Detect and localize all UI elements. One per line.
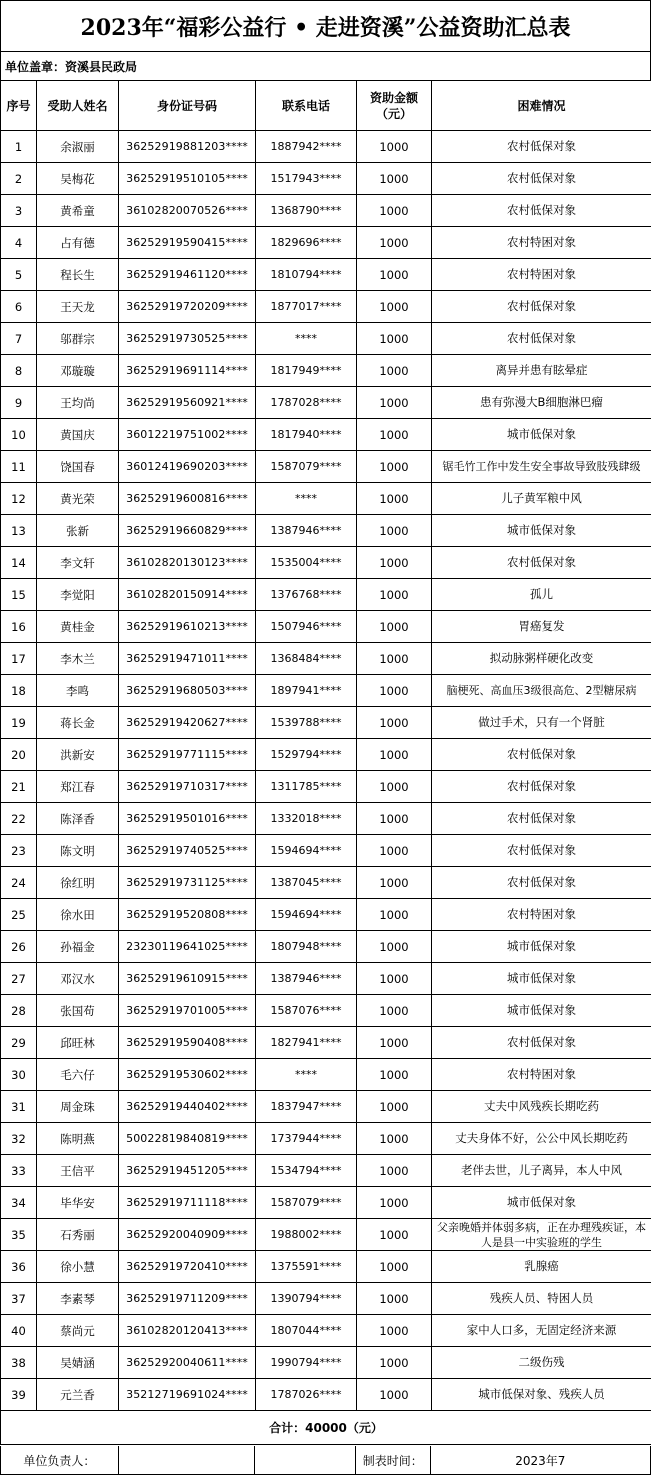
cell-amount: 1000 xyxy=(357,451,432,483)
cell-amount: 1000 xyxy=(357,227,432,259)
cell-name: 吴梅花 xyxy=(37,163,119,195)
cell-phone: 1368790**** xyxy=(256,195,357,227)
table-row xyxy=(1,1251,651,1283)
cell-seq: 3 xyxy=(1,195,37,227)
cell-phone: 1837947**** xyxy=(256,1091,357,1123)
cell-name: 徐水田 xyxy=(37,899,119,931)
cell-difficulty: 城市低保对象 xyxy=(432,419,651,451)
header-amount: 资助金额（元） xyxy=(357,81,432,131)
cell-name: 王均尚 xyxy=(37,387,119,419)
cell-name: 李木兰 xyxy=(37,643,119,675)
cell-id: 36252919590415**** xyxy=(119,227,256,259)
cell-phone: 1594694**** xyxy=(256,835,357,867)
cell-difficulty: 农村低保对象 xyxy=(432,867,651,899)
header-difficulty: 困难情况 xyxy=(432,81,651,131)
table-row xyxy=(1,1219,651,1251)
cell-name: 郑江春 xyxy=(37,771,119,803)
cell-seq: 7 xyxy=(1,323,37,355)
cell-difficulty: 农村低保对象 xyxy=(432,771,651,803)
cell-phone: 1807948**** xyxy=(256,931,357,963)
cell-difficulty: 农村特困对象 xyxy=(432,259,651,291)
cell-seq: 4 xyxy=(1,227,37,259)
cell-name: 毕华安 xyxy=(37,1187,119,1219)
cell-phone: 1594694**** xyxy=(256,899,357,931)
cell-difficulty: 城市低保对象 xyxy=(432,995,651,1027)
table-row xyxy=(1,1283,651,1315)
cell-amount: 1000 xyxy=(357,515,432,547)
cell-name: 张国苟 xyxy=(37,995,119,1027)
cell-amount: 1000 xyxy=(357,1155,432,1187)
cell-id: 36252919610915**** xyxy=(119,963,256,995)
cell-phone: 1737944**** xyxy=(256,1123,357,1155)
cell-difficulty: 残疾人员、特困人员 xyxy=(432,1283,651,1315)
cell-name: 石秀丽 xyxy=(37,1219,119,1251)
cell-amount: 1000 xyxy=(357,547,432,579)
cell-id: 36252919660829**** xyxy=(119,515,256,547)
cell-phone: 1988002**** xyxy=(256,1219,357,1251)
cell-phone: 1990794**** xyxy=(256,1347,357,1379)
header-name: 受助人姓名 xyxy=(37,81,119,131)
cell-phone: 1787026**** xyxy=(256,1379,357,1411)
cell-id: 36252919451205**** xyxy=(119,1155,256,1187)
cell-phone: **** xyxy=(256,323,357,355)
cell-difficulty: 城市低保对象 xyxy=(432,931,651,963)
cell-id: 36252919440402**** xyxy=(119,1091,256,1123)
cell-phone: 1810794**** xyxy=(256,259,357,291)
cell-phone: 1387946**** xyxy=(256,963,357,995)
table-row xyxy=(1,1379,651,1411)
cell-phone: 1535004**** xyxy=(256,547,357,579)
cell-phone: 1332018**** xyxy=(256,803,357,835)
cell-id: 36252919701005**** xyxy=(119,995,256,1027)
cell-id: 23230119641025**** xyxy=(119,931,256,963)
cell-name: 王天龙 xyxy=(37,291,119,323)
cell-difficulty: 农村低保对象 xyxy=(432,323,651,355)
cell-id: 36252919710317**** xyxy=(119,771,256,803)
cell-amount: 1000 xyxy=(357,963,432,995)
cell-amount: 1000 xyxy=(357,803,432,835)
cell-phone: 1829696**** xyxy=(256,227,357,259)
table-row xyxy=(1,835,651,867)
cell-amount: 1000 xyxy=(357,131,432,163)
cell-name: 李素琴 xyxy=(37,1283,119,1315)
cell-difficulty: 城市低保对象、残疾人员 xyxy=(432,1379,651,1411)
cell-difficulty: 离异并患有眩晕症 xyxy=(432,355,651,387)
cell-name: 邱旺林 xyxy=(37,1027,119,1059)
table-row xyxy=(1,227,651,259)
cell-id: 36102820150914**** xyxy=(119,579,256,611)
cell-seq: 9 xyxy=(1,387,37,419)
cell-name: 李鸣 xyxy=(37,675,119,707)
cell-amount: 1000 xyxy=(357,1123,432,1155)
table-row xyxy=(1,387,651,419)
table-row xyxy=(1,547,651,579)
cell-phone: 1376768**** xyxy=(256,579,357,611)
cell-amount: 1000 xyxy=(357,771,432,803)
table-row xyxy=(1,323,651,355)
cell-name: 黄桂金 xyxy=(37,611,119,643)
cell-seq: 36 xyxy=(1,1251,37,1283)
responsible-value xyxy=(119,1446,256,1474)
cell-difficulty: 农村低保对象 xyxy=(432,835,651,867)
cell-seq: 39 xyxy=(1,1379,37,1411)
cell-seq: 31 xyxy=(1,1091,37,1123)
cell-name: 周金珠 xyxy=(37,1091,119,1123)
table-row xyxy=(1,1091,651,1123)
cell-phone: 1877017**** xyxy=(256,291,357,323)
cell-phone: 1587076**** xyxy=(256,995,357,1027)
table-row xyxy=(1,899,651,931)
table-row xyxy=(1,611,651,643)
cell-id: 36102820120413**** xyxy=(119,1315,256,1347)
cell-seq: 37 xyxy=(1,1283,37,1315)
cell-seq: 28 xyxy=(1,995,37,1027)
cell-id: 36252919560921**** xyxy=(119,387,256,419)
cell-id: 36252919501016**** xyxy=(119,803,256,835)
cell-name: 邓汉水 xyxy=(37,963,119,995)
table-row xyxy=(1,195,651,227)
table-row xyxy=(1,579,651,611)
cell-difficulty: 患有弥漫大B细胞淋巴瘤 xyxy=(432,387,651,419)
cell-seq: 26 xyxy=(1,931,37,963)
table-row xyxy=(1,1123,651,1155)
total-row xyxy=(1,1411,651,1445)
table-row xyxy=(1,451,651,483)
cell-seq: 34 xyxy=(1,1187,37,1219)
cell-seq: 10 xyxy=(1,419,37,451)
cell-amount: 1000 xyxy=(357,1283,432,1315)
cell-difficulty: 乳腺癌 xyxy=(432,1251,651,1283)
cell-difficulty: 农村特困对象 xyxy=(432,1059,651,1091)
cell-seq: 13 xyxy=(1,515,37,547)
cell-seq: 11 xyxy=(1,451,37,483)
cell-amount: 1000 xyxy=(357,259,432,291)
cell-amount: 1000 xyxy=(357,995,432,1027)
table-row xyxy=(1,931,651,963)
cell-name: 徐红明 xyxy=(37,867,119,899)
cell-amount: 1000 xyxy=(357,1315,432,1347)
cell-phone: 1368484**** xyxy=(256,643,357,675)
table-row xyxy=(1,771,651,803)
table-row xyxy=(1,1315,651,1347)
cell-amount: 1000 xyxy=(357,1379,432,1411)
cell-phone: 1817940**** xyxy=(256,419,357,451)
table-row xyxy=(1,1187,651,1219)
cell-difficulty: 孤儿 xyxy=(432,579,651,611)
table-row xyxy=(1,259,651,291)
cell-name: 王信平 xyxy=(37,1155,119,1187)
cell-amount: 1000 xyxy=(357,291,432,323)
total-amount: 合计：40000（元） xyxy=(1,1411,651,1445)
cell-difficulty: 父亲晚婚并体弱多病，正在办理残疾证，本人是县一中实验班的学生 xyxy=(432,1219,651,1251)
table-row xyxy=(1,1027,651,1059)
cell-phone: 1827941**** xyxy=(256,1027,357,1059)
cell-id: 36252919720209**** xyxy=(119,291,256,323)
table-row xyxy=(1,803,651,835)
cell-seq: 14 xyxy=(1,547,37,579)
cell-difficulty: 儿子黄军粮中风 xyxy=(432,483,651,515)
cell-id: 35212719691024**** xyxy=(119,1379,256,1411)
cell-id: 36252920040909**** xyxy=(119,1219,256,1251)
cell-id: 36252919720410**** xyxy=(119,1251,256,1283)
cell-id: 36102820130123**** xyxy=(119,547,256,579)
cell-name: 饶国春 xyxy=(37,451,119,483)
cell-id: 36252919420627**** xyxy=(119,707,256,739)
cell-name: 程长生 xyxy=(37,259,119,291)
cell-amount: 1000 xyxy=(357,1059,432,1091)
cell-id: 36102820070526**** xyxy=(119,195,256,227)
cell-name: 占有德 xyxy=(37,227,119,259)
cell-difficulty: 农村低保对象 xyxy=(432,291,651,323)
cell-id: 36252919711118**** xyxy=(119,1187,256,1219)
cell-name: 元兰香 xyxy=(37,1379,119,1411)
cell-seq: 5 xyxy=(1,259,37,291)
table-row xyxy=(1,1059,651,1091)
cell-name: 徐小慧 xyxy=(37,1251,119,1283)
cell-seq: 25 xyxy=(1,899,37,931)
cell-difficulty: 农村特困对象 xyxy=(432,899,651,931)
cell-seq: 18 xyxy=(1,675,37,707)
cell-amount: 1000 xyxy=(357,483,432,515)
cell-id: 36252919691114**** xyxy=(119,355,256,387)
cell-id: 36252919510105**** xyxy=(119,163,256,195)
cell-difficulty: 农村低保对象 xyxy=(432,547,651,579)
cell-phone: 1897941**** xyxy=(256,675,357,707)
table-row xyxy=(1,1155,651,1187)
table-row xyxy=(1,995,651,1027)
cell-name: 邓璇璇 xyxy=(37,355,119,387)
cell-id: 36252919771115**** xyxy=(119,739,256,771)
cell-amount: 1000 xyxy=(357,1187,432,1219)
cell-amount: 1000 xyxy=(357,707,432,739)
cell-amount: 1000 xyxy=(357,611,432,643)
page-title: 2023年“福彩公益行 • 走进资溪”公益资助汇总表 xyxy=(0,0,651,52)
cell-id: 36252919881203**** xyxy=(119,131,256,163)
cell-name: 毛六仔 xyxy=(37,1059,119,1091)
cell-id: 36252919740525**** xyxy=(119,835,256,867)
cell-id: 36252920040611**** xyxy=(119,1347,256,1379)
cell-difficulty: 二级伤残 xyxy=(432,1347,651,1379)
cell-phone: 1587079**** xyxy=(256,451,357,483)
table-header-row xyxy=(1,81,651,131)
cell-id: 36252919520808**** xyxy=(119,899,256,931)
table-row xyxy=(1,1347,651,1379)
table-row xyxy=(1,643,651,675)
cell-id: 36252919471011**** xyxy=(119,643,256,675)
cell-seq: 19 xyxy=(1,707,37,739)
cell-seq: 27 xyxy=(1,963,37,995)
cell-seq: 15 xyxy=(1,579,37,611)
cell-amount: 1000 xyxy=(357,931,432,963)
cell-id: 36252919600816**** xyxy=(119,483,256,515)
cell-amount: 1000 xyxy=(357,835,432,867)
cell-name: 蒋长金 xyxy=(37,707,119,739)
cell-name: 李文轩 xyxy=(37,547,119,579)
footer-spacer xyxy=(255,1446,356,1474)
cell-name: 陈明燕 xyxy=(37,1123,119,1155)
cell-amount: 1000 xyxy=(357,323,432,355)
cell-phone: **** xyxy=(256,483,357,515)
cell-difficulty: 家中人口多，无固定经济来源 xyxy=(432,1315,651,1347)
table-row xyxy=(1,131,651,163)
cell-amount: 1000 xyxy=(357,387,432,419)
cell-name: 黄希童 xyxy=(37,195,119,227)
cell-difficulty: 农村低保对象 xyxy=(432,1027,651,1059)
cell-seq: 21 xyxy=(1,771,37,803)
table-row xyxy=(1,419,651,451)
cell-phone: 1817949**** xyxy=(256,355,357,387)
cell-seq: 2 xyxy=(1,163,37,195)
cell-seq: 16 xyxy=(1,611,37,643)
cell-amount: 1000 xyxy=(357,355,432,387)
cell-id: 36012419690203**** xyxy=(119,451,256,483)
cell-difficulty: 丈夫身体不好，公公中风长期吃药 xyxy=(432,1123,651,1155)
cell-phone: 1529794**** xyxy=(256,739,357,771)
cell-seq: 20 xyxy=(1,739,37,771)
cell-phone: 1375591**** xyxy=(256,1251,357,1283)
cell-seq: 29 xyxy=(1,1027,37,1059)
cell-amount: 1000 xyxy=(357,1027,432,1059)
unit-seal-label: 单位盖章：资溪县民政局 xyxy=(0,52,651,80)
header-id: 身份证号码 xyxy=(119,81,256,131)
cell-seq: 30 xyxy=(1,1059,37,1091)
cell-seq: 6 xyxy=(1,291,37,323)
table-row xyxy=(1,483,651,515)
cell-name: 陈文明 xyxy=(37,835,119,867)
cell-id: 36252919730525**** xyxy=(119,323,256,355)
cell-seq: 23 xyxy=(1,835,37,867)
cell-name: 黄国庆 xyxy=(37,419,119,451)
aid-table xyxy=(0,80,651,1445)
table-row xyxy=(1,963,651,995)
cell-difficulty: 城市低保对象 xyxy=(432,1187,651,1219)
cell-difficulty: 农村低保对象 xyxy=(432,803,651,835)
cell-difficulty: 农村低保对象 xyxy=(432,195,651,227)
cell-name: 黄光荣 xyxy=(37,483,119,515)
cell-id: 36252919590408**** xyxy=(119,1027,256,1059)
cell-phone: 1787028**** xyxy=(256,387,357,419)
table-row xyxy=(1,739,651,771)
cell-name: 蔡尚元 xyxy=(37,1315,119,1347)
header-phone: 联系电话 xyxy=(256,81,357,131)
date-label: 制表时间： xyxy=(356,1446,431,1474)
cell-name: 邬群宗 xyxy=(37,323,119,355)
cell-difficulty: 农村特困对象 xyxy=(432,227,651,259)
cell-difficulty: 胃癌复发 xyxy=(432,611,651,643)
cell-seq: 8 xyxy=(1,355,37,387)
cell-seq: 40 xyxy=(1,1315,37,1347)
cell-phone: 1387946**** xyxy=(256,515,357,547)
cell-seq: 24 xyxy=(1,867,37,899)
cell-phone: 1887942**** xyxy=(256,131,357,163)
cell-id: 36252919530602**** xyxy=(119,1059,256,1091)
cell-seq: 35 xyxy=(1,1219,37,1251)
cell-id: 36252919711209**** xyxy=(119,1283,256,1315)
table-row xyxy=(1,867,651,899)
cell-difficulty: 农村低保对象 xyxy=(432,131,651,163)
cell-phone: 1807044**** xyxy=(256,1315,357,1347)
cell-amount: 1000 xyxy=(357,675,432,707)
cell-name: 张新 xyxy=(37,515,119,547)
cell-amount: 1000 xyxy=(357,643,432,675)
cell-amount: 1000 xyxy=(357,867,432,899)
cell-seq: 33 xyxy=(1,1155,37,1187)
cell-amount: 1000 xyxy=(357,163,432,195)
cell-seq: 32 xyxy=(1,1123,37,1155)
table-row xyxy=(1,675,651,707)
cell-difficulty: 老伴去世，儿子离异，本人中风 xyxy=(432,1155,651,1187)
date-value: 2023年7 xyxy=(515,1453,566,1468)
cell-id: 36252919680503**** xyxy=(119,675,256,707)
table-row xyxy=(1,163,651,195)
cell-amount: 1000 xyxy=(357,899,432,931)
cell-difficulty: 农村低保对象 xyxy=(432,739,651,771)
cell-difficulty: 做过手术，只有一个肾脏 xyxy=(432,707,651,739)
cell-phone: 1390794**** xyxy=(256,1283,357,1315)
table-row xyxy=(1,355,651,387)
cell-name: 陈泽香 xyxy=(37,803,119,835)
cell-difficulty: 农村低保对象 xyxy=(432,163,651,195)
cell-phone: 1387045**** xyxy=(256,867,357,899)
cell-amount: 1000 xyxy=(357,1347,432,1379)
cell-seq: 12 xyxy=(1,483,37,515)
cell-seq: 38 xyxy=(1,1347,37,1379)
cell-difficulty: 拟动脉粥样硬化改变 xyxy=(432,643,651,675)
table-row xyxy=(1,291,651,323)
cell-amount: 1000 xyxy=(357,1219,432,1251)
cell-difficulty: 城市低保对象 xyxy=(432,963,651,995)
cell-phone: 1517943**** xyxy=(256,163,357,195)
cell-amount: 1000 xyxy=(357,739,432,771)
cell-amount: 1000 xyxy=(357,579,432,611)
cell-phone: 1587079**** xyxy=(256,1187,357,1219)
cell-id: 36252919731125**** xyxy=(119,867,256,899)
cell-phone: 1534794**** xyxy=(256,1155,357,1187)
cell-id: 36012219751002**** xyxy=(119,419,256,451)
cell-difficulty: 锯毛竹工作中发生安全事故导致肢残肆级 xyxy=(432,451,651,483)
cell-id: 36252919610213**** xyxy=(119,611,256,643)
cell-difficulty: 城市低保对象 xyxy=(432,515,651,547)
cell-difficulty: 脑梗死、高血压3级很高危、2型糖尿病 xyxy=(432,675,651,707)
cell-phone: 1507946**** xyxy=(256,611,357,643)
cell-phone: 1539788**** xyxy=(256,707,357,739)
cell-amount: 1000 xyxy=(357,1251,432,1283)
table-row xyxy=(1,515,651,547)
header-seq: 序号 xyxy=(1,81,37,131)
cell-name: 李觉阳 xyxy=(37,579,119,611)
cell-difficulty: 丈夫中风残疾长期吃药 xyxy=(432,1091,651,1123)
cell-seq: 1 xyxy=(1,131,37,163)
table-row xyxy=(1,707,651,739)
cell-id: 36252919461120**** xyxy=(119,259,256,291)
cell-phone: **** xyxy=(256,1059,357,1091)
cell-name: 吴婧涵 xyxy=(37,1347,119,1379)
responsible-label: 单位负责人： xyxy=(1,1446,119,1474)
cell-amount: 1000 xyxy=(357,195,432,227)
cell-seq: 22 xyxy=(1,803,37,835)
cell-id: 50022819840819**** xyxy=(119,1123,256,1155)
cell-seq: 17 xyxy=(1,643,37,675)
footer-bar xyxy=(0,1446,651,1475)
cell-amount: 1000 xyxy=(357,1091,432,1123)
cell-amount: 1000 xyxy=(357,419,432,451)
cell-name: 余淑丽 xyxy=(37,131,119,163)
cell-phone: 1311785**** xyxy=(256,771,357,803)
cell-name: 洪新安 xyxy=(37,739,119,771)
cell-name: 孙福金 xyxy=(37,931,119,963)
